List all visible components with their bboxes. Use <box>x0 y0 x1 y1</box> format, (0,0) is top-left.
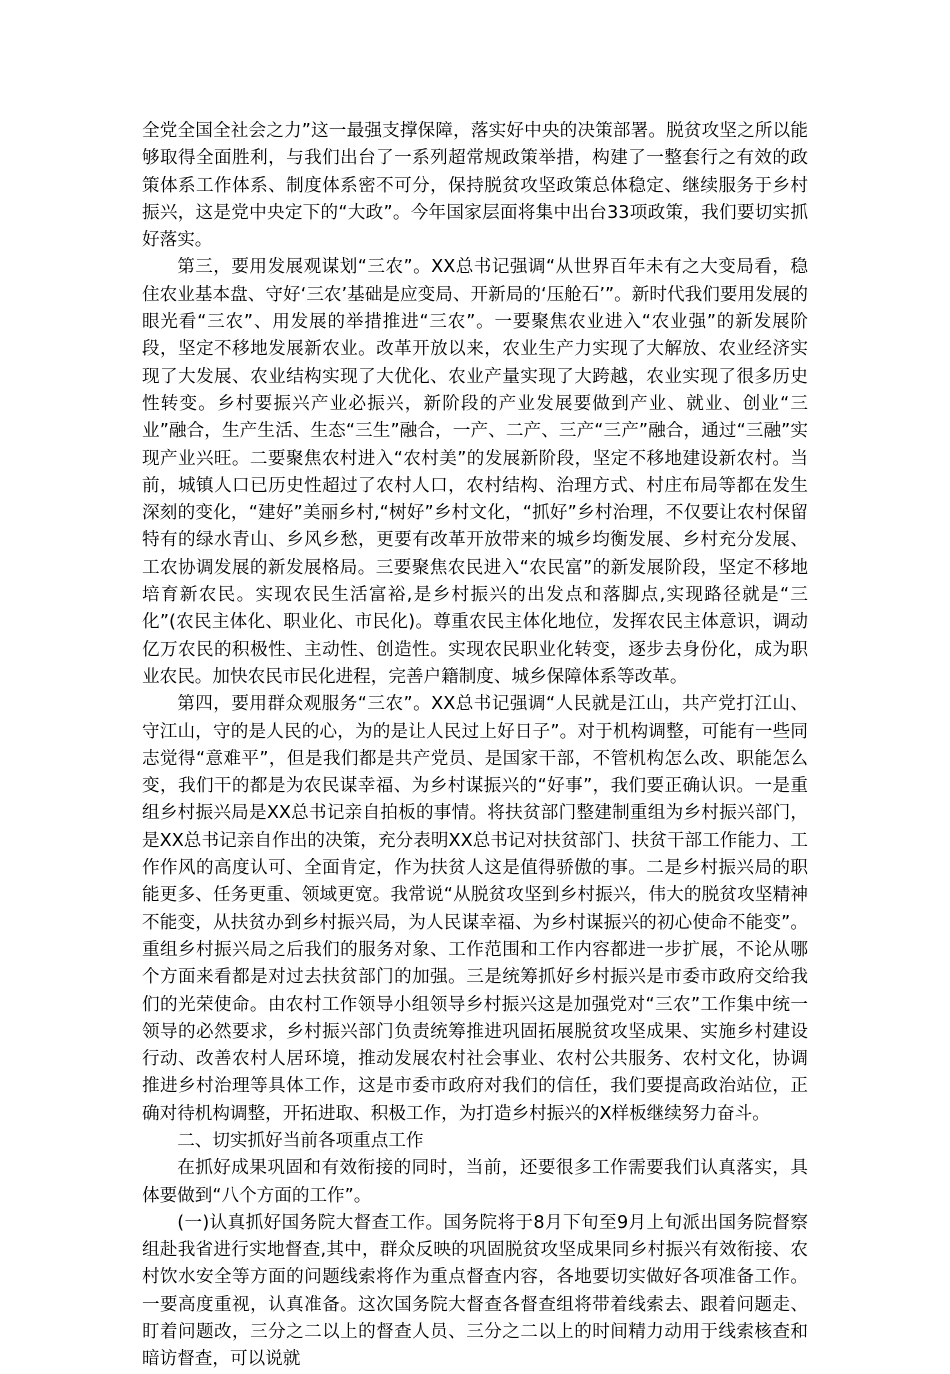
section-heading: 二、切实抓好当前各项重点工作 <box>177 1130 424 1151</box>
paragraph-eight-tasks-intro: 在抓好成果巩固和有效衔接的同时，当前，还要很多工作需要我们认真落实，具体要做到“八个方面的工作”。 <box>142 1158 808 1206</box>
document-page <box>142 118 808 1374</box>
paragraph-people-view: 第四，要用群众观服务“三农”。XX总书记强调“人民就是江山，共产党打江山、守江山，守的是人民的心，为的是让人民过上好日子”。对于机构调整，可能有一些同志觉得“意难平”，但是我们都是共产党员、是国家干部，不管机构怎么改、职能怎么变，我们干的都是为农民谋幸福、为乡村谋振兴的“好事”，我们要正确认识。一是重组乡村振兴局是XX总书记亲自拍板的事情。将扶贫部门整建制重组为乡村振兴部门，是XX总书记亲自作出的决策，充分表明XX总书记对扶贫部门、扶贫干部工作能力、工作作风的高度认可、全面肯定，作为扶贫人这是值得骄傲的事。二是乡村振兴局的职能更多、任务更重、领域更宽。我常说“从脱贫攻坚到乡村振兴，伟大的脱贫攻坚精神不能变，从扶贫办到乡村振兴局，为人民谋幸福、为乡村谋振兴的初心使命不能变”。重组乡村振兴局之后我们的服务对象、工作范围和工作内容都进一步扩展，不论从哪个方面来看都是对过去扶贫部门的加强。三是统筹抓好乡村振兴是市委市政府交给我们的光荣使命。由农村工作领导小组领导乡村振兴这是加强党对“三农”工作集中统一领导的必然要求，乡村振兴部门负责统筹推进巩固拓展脱贫攻坚成果、实施乡村建设行动、改善农村人居环境，推动发展农村社会事业、农村公共服务、农村文化，协调推进乡村治理等具体工作，这是市委市政府对我们的信任，我们要提高政治站位，正确对待机构调整，开拓进取、积极工作，为打造乡村振兴的X样板继续努力奋斗。 <box>142 694 808 1124</box>
paragraph-policy-support: 全党全国全社会之力”这一最强支撑保障，落实好中央的决策部署。脱贫攻坚之所以能够取得全面胜利，与我们出台了一系列超常规政策举措，构建了一整套行之有效的政策体系工作体系、制度体系密不可分，保持脱贫攻坚政策总体稳定、继续服务于乡村振兴，这是党中央定下的“大政”。今年国家层面将集中出台33项政策，我们要切实抓好落实。 <box>142 121 808 251</box>
paragraph-state-council-inspection: (一)认真抓好国务院大督查工作。国务院将于8月下旬至9月上旬派出国务院督察组赴我省进行实地督查,其中，群众反映的巩固脱贫攻坚成果同乡村振兴有效衔接、农村饮水安全等方面的问题线索将作为重点督查内容，各地要切实做好各项准备工作。一要高度重视，认真准备。这次国务院大督查各督查组将带着线索去、跟着问题走、盯着问题改，三分之二以上的督查人员、三分之二以上的时间精力动用于线索核查和暗访督查，可以说就 <box>142 1212 808 1370</box>
paragraph-development-view: 第三，要用发展观谋划“三农”。XX总书记强调“从世界百年未有之大变局看，稳住农业基本盘、守好‘三农’基础是应变局、开新局的‘压舱石’”。新时代我们要用发展的眼光看“三农”、用发展的举措推进“三农”。一要聚焦农业进入“农业强”的新发展阶段，坚定不移地发展新农业。改革开放以来，农业生产力实现了大解放、农业经济实现了大发展、农业结构实现了大优化、农业产量实现了大跨越，农业实现了很多历史性转变。乡村要振兴产业必振兴，新阶段的产业发展要做到产业、就业、创业“三业”融合，生产生活、生态“三生”融合，一产、二产、三产“三产”融合，通过“三融”实现产业兴旺。二要聚焦农村进入“农村美”的发展新阶段，坚定不移地建设新农村。当前，城镇人口已历史性超过了农村人口，农村结构、治理方式、村庄布局等都在发生深刻的变化，“建好”美丽乡村,“树好”乡村文化，“抓好”乡村治理，不仅要让农村保留特有的绿水青山、乡风乡愁，更要有改革开放带来的城乡均衡发展、乡村充分发展、工农协调发展的新发展格局。三要聚焦农民进入“农民富”的新发展阶段，坚定不移地培育新农民。实现农民生活富裕,是乡村振兴的出发点和落脚点,实现路径就是“三化”(农民主体化、职业化、市民化)。尊重农民主体化地位，发挥农民主体意识，调动亿万农民的积极性、主动性、创造性。实现农民职业化转变，逐步去身份化，成为职业农民。加快农民市民化进程，完善户籍制度、城乡保障体系等改革。 <box>142 257 808 687</box>
